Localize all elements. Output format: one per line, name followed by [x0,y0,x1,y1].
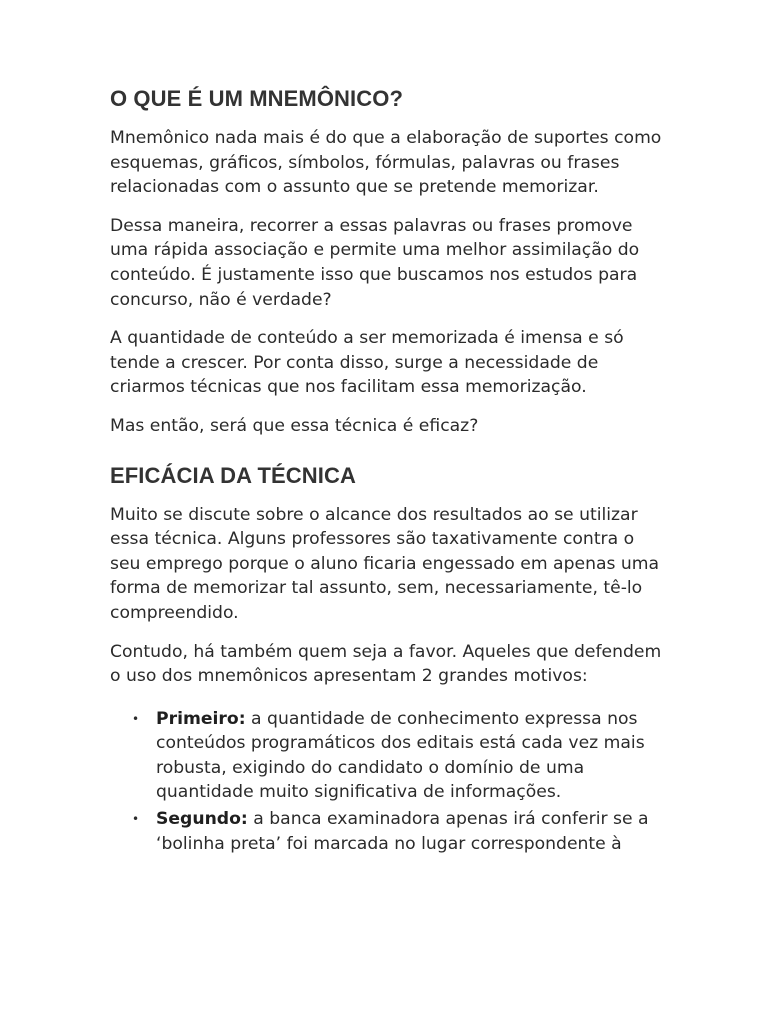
list-item-label: Segundo: [156,809,248,830]
bullet-icon: • [132,711,140,726]
reasons-list [110,707,670,857]
list-item [132,807,670,856]
list-item-label: Primeiro: [156,708,246,729]
list-item [132,707,670,805]
paragraph: Dessa maneira, recorrer a essas palavras ou frases promove uma rápida associação e permite uma melhor assimilação do conteúdo. É justamente isso que buscamos nos estudos para concurso, não é verdade? [110,215,640,310]
paragraph: Mnemônico nada mais é do que a elaboração de suportes como esquemas, gráficos, símbolos, fórmulas, palavras ou frases relacionadas com o assunto que se pretende memorizar. [110,128,662,198]
list-item-text: a banca examinadora apenas irá conferir se a ‘bolinha preta’ foi marcada no lugar correspondente à [156,809,649,854]
paragraph: A quantidade de conteúdo a ser memorizada é imensa e só tende a crescer. Por conta disso, surge a necessidade de criarmos técnicas que nos facilitam essa memorização. [110,328,624,398]
paragraph: Contudo, há também quem seja a favor. Aqueles que defendem o uso dos mnemônicos apresentam 2 grandes motivos: [110,641,662,687]
section-heading-mnemonico: O QUE É UM MNEMÔNICO? [110,86,403,111]
bullet-icon: • [132,812,140,827]
section-heading-eficacia: EFICÁCIA DA TÉCNICA [110,462,356,488]
paragraph: Muito se discute sobre o alcance dos resultados ao se utilizar essa técnica. Alguns professores são taxativamente contra o seu emprego porque o aluno ficaria engessado em apenas uma forma de memorizar tal assunto, sem, necessariamente, tê-lo compreendido. [110,504,660,623]
list-item-text: a quantidade de conhecimento expressa nos conteúdos programáticos dos editais está cada vez mais robusta, exigindo do candidato o domínio de uma quantidade muito significativa de informações. [156,708,645,803]
paragraph: Mas então, será que essa técnica é eficaz? [110,415,479,436]
document-page [110,84,670,858]
